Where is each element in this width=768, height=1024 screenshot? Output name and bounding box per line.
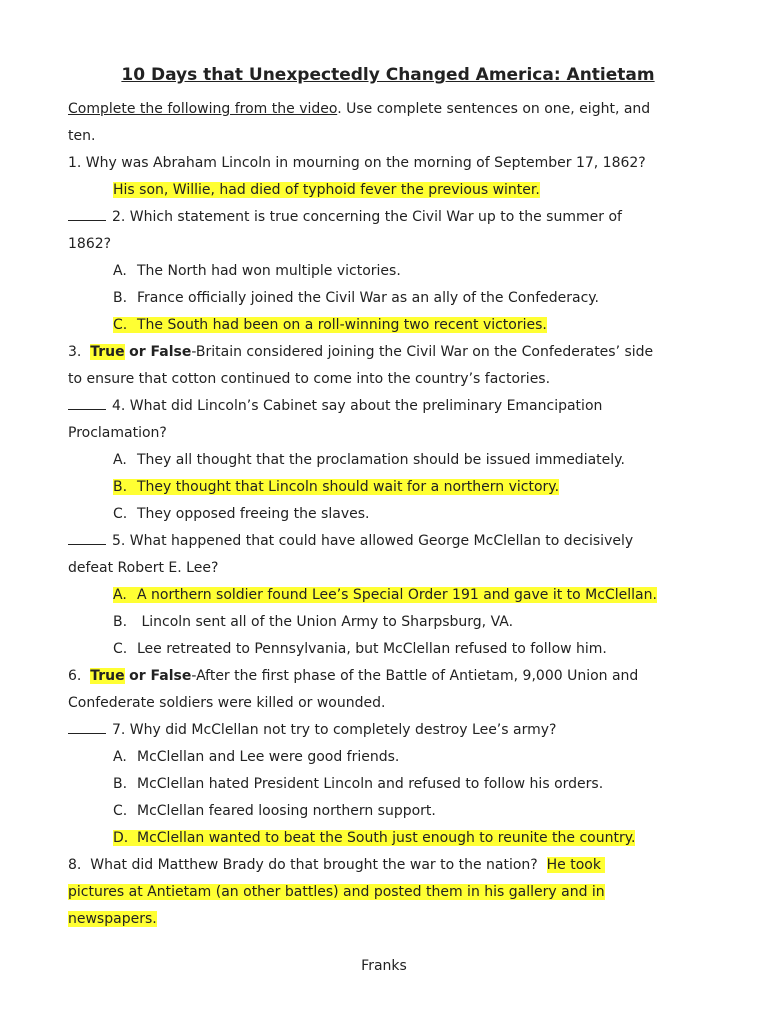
- worksheet: [68, 62, 708, 933]
- question-2-cont: 1862?: [68, 236, 112, 252]
- option-text: McClellan hated President Lincoln and refused to follow his orders.: [137, 776, 604, 792]
- option-highlight: [113, 830, 635, 846]
- question-5-text: 5. What happened that could have allowed George McClellan to decisively: [112, 533, 634, 549]
- true-answer: True: [90, 344, 125, 360]
- option-7b: [68, 771, 708, 798]
- question-2: [68, 204, 708, 231]
- option-letter: C.: [113, 506, 128, 522]
- question-8-text: 8. What did Matthew Brady do that brought the war to the nation?: [68, 857, 547, 873]
- option-5b: [68, 609, 708, 636]
- answer-blank[interactable]: [68, 395, 106, 410]
- or-false: or False: [129, 668, 192, 684]
- question-7: [68, 717, 708, 744]
- option-letter: C.: [113, 641, 128, 657]
- question-4-text: 4. What did Lincoln’s Cabinet say about the preliminary Emancipation: [112, 398, 603, 414]
- answer-blank[interactable]: [68, 206, 106, 221]
- question-2-text: 2. Which statement is true concerning the Civil War up to the summer of: [112, 209, 622, 225]
- question-number: 3.: [68, 344, 82, 360]
- answer-8-line2: [68, 879, 708, 906]
- answer-8-part1: He took: [546, 857, 606, 873]
- answer-1-text: His son, Willie, had died of typhoid fever the previous winter.: [113, 182, 540, 198]
- option-letter: A.: [113, 263, 127, 279]
- option-text: McClellan feared loosing northern support.: [137, 803, 436, 819]
- option-highlight: [113, 479, 559, 495]
- footer-author: Franks: [361, 958, 407, 974]
- option-letter: B.: [113, 479, 128, 495]
- option-text: A northern soldier found Lee’s Special Order 191 and gave it to McClellan.: [137, 587, 657, 603]
- instructions: [68, 96, 708, 123]
- option-text: Lee retreated to Pennsylvania, but McClellan refused to follow him.: [137, 641, 607, 657]
- option-text: McClellan wanted to beat the South just enough to reunite the country.: [137, 830, 636, 846]
- option-text: The South had been on a roll-winning two recent victories.: [137, 317, 547, 333]
- question-6-cont: Confederate soldiers were killed or wounded.: [68, 695, 386, 711]
- answer-1: [68, 177, 708, 204]
- option-2c: [68, 312, 708, 339]
- option-text: France officially joined the Civil War as an ally of the Confederacy.: [137, 290, 600, 306]
- option-letter: A.: [113, 749, 127, 765]
- option-letter: A.: [113, 452, 127, 468]
- answer-8-line3: [68, 906, 708, 933]
- or-false: or False: [129, 344, 192, 360]
- answer-8-part3: newspapers.: [68, 911, 157, 927]
- option-letter: B.: [113, 614, 128, 630]
- question-8: [68, 852, 708, 879]
- option-5c: [68, 636, 708, 663]
- option-letter: C.: [113, 803, 128, 819]
- question-7-text: 7. Why did McClellan not try to completely destroy Lee’s army?: [112, 722, 557, 738]
- option-text: Lincoln sent all of the Union Army to Sharpsburg, VA.: [137, 614, 514, 630]
- answer-blank[interactable]: [68, 719, 106, 734]
- question-3-cont: to ensure that cotton continued to come into the country’s factories.: [68, 371, 551, 387]
- option-text: They thought that Lincoln should wait for a northern victory.: [137, 479, 560, 495]
- question-5-cont: defeat Robert E. Lee?: [68, 560, 219, 576]
- question-6-text: -After the first phase of the Battle of Antietam, 9,000 Union and: [191, 668, 639, 684]
- question-6: [68, 663, 708, 690]
- true-answer: True: [90, 668, 125, 684]
- option-letter: A.: [113, 587, 127, 603]
- option-letter: C.: [113, 317, 128, 333]
- page-title: 10 Days that Unexpectedly Changed America: Antietam: [121, 65, 655, 85]
- instructions-cont: ten.: [68, 128, 96, 144]
- option-text: They opposed freeing the slaves.: [137, 506, 370, 522]
- question-3: [68, 339, 708, 366]
- option-highlight: [113, 317, 547, 333]
- option-letter: B.: [113, 290, 128, 306]
- question-number: 6.: [68, 668, 82, 684]
- option-letter: B.: [113, 776, 128, 792]
- instructions-rest: . Use complete sentences on one, eight, and: [337, 101, 651, 117]
- option-4c: [68, 501, 708, 528]
- option-2b: [68, 285, 708, 312]
- question-3-text: -Britain considered joining the Civil War on the Confederates’ side: [191, 344, 654, 360]
- option-letter: D.: [113, 830, 129, 846]
- question-4-cont: Proclamation?: [68, 425, 167, 441]
- option-7d: [68, 825, 708, 852]
- answer-blank[interactable]: [68, 530, 106, 545]
- option-2a: [68, 258, 708, 285]
- option-4a: [68, 447, 708, 474]
- option-7a: [68, 744, 708, 771]
- option-highlight: [113, 587, 657, 603]
- instructions-underlined: Complete the following from the video: [68, 101, 338, 117]
- option-text: McClellan and Lee were good friends.: [137, 749, 400, 765]
- option-5a: [68, 582, 708, 609]
- option-text: The North had won multiple victories.: [137, 263, 401, 279]
- question-5: [68, 528, 708, 555]
- question-4: [68, 393, 708, 420]
- option-4b: [68, 474, 708, 501]
- option-7c: [68, 798, 708, 825]
- answer-8-part2: pictures at Antietam (an other battles) and posted them in his gallery and in: [68, 884, 605, 900]
- option-text: They all thought that the proclamation should be issued immediately.: [137, 452, 625, 468]
- question-1: 1. Why was Abraham Lincoln in mourning on the morning of September 17, 1862?: [68, 155, 646, 171]
